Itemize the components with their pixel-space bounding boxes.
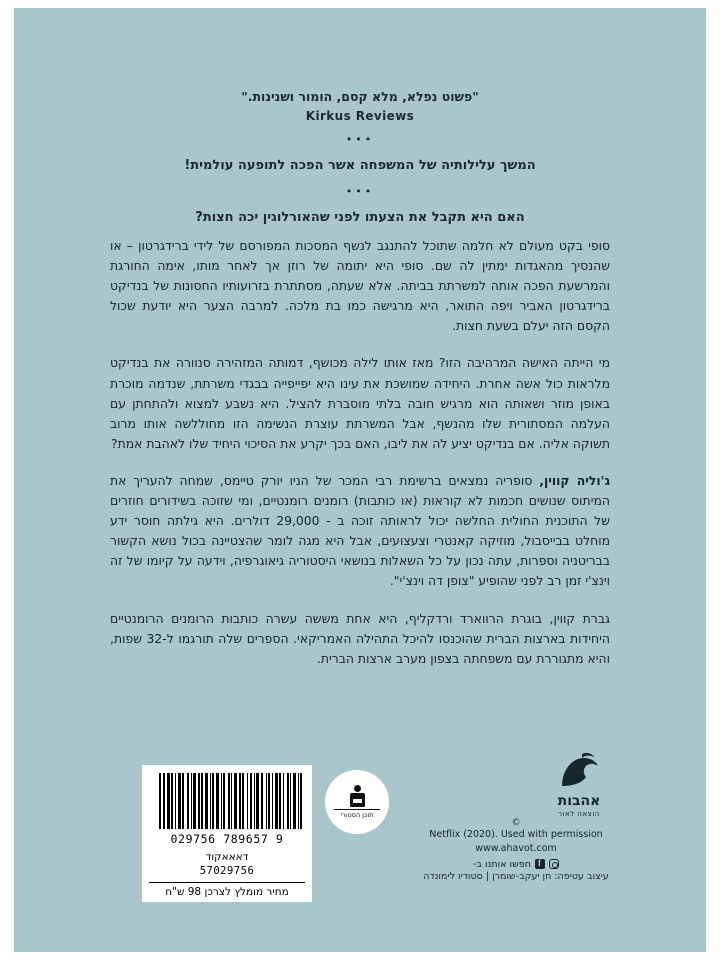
instagram-icon[interactable] — [549, 859, 559, 869]
social-row — [366, 859, 666, 870]
blurb-text — [110, 236, 610, 669]
author-bio-paragraph — [110, 471, 610, 592]
blurb-paragraph-2: מי הייתה האישה המרהיבה הזו? מאז אותו לילה מכושף, דמותה המזהירה סנוורה את בנדיקט מלראות כול אשה אחרת. היחידה שמושכת את עינו היא יפייפייה בבגדי משרתת, שנדמה מוכרת באופן מוזר ושאותה הוא מרגיש חובה בלתי מוסברת להציל. היא נשבע למצוא ולהתחתן עם העלמה המסתורית שלו מהנשף, אבל המשרתת עוצרת הנשימה הזו מחוללשה אותו מרוב תשוקה אליה. אם בנדיקט יציע לה את ליבו, האם בכך יקרע את הסיכוי היחיד שלו לאהבת אמת? — [110, 355, 610, 451]
barcode-block — [142, 765, 312, 902]
content-stamp-label: תוכן הסטורי — [334, 809, 380, 819]
credits-block — [366, 818, 666, 884]
publisher-block — [534, 750, 624, 818]
copyright-symbol: © — [511, 818, 521, 828]
publisher-website[interactable]: www.ahavot.com — [475, 843, 557, 855]
netflix-credit: Netflix (2020). Used with permission — [429, 829, 603, 840]
barcode-code-label: דאאאקוד — [205, 851, 249, 863]
publisher-subtitle: הוצאה לאור — [558, 810, 600, 819]
author-bio-paragraph-2: גברת קווין, בוגרת הרווארד ורדקליף, היא אחת מששה עשרה כותבות הרומנים הרומנטיים היחידות בארצות הברית שהוכנסו להיכל התהילה האמריקאי. הספרים שלה תורגמו ל-32 שפות, והיא מתגוררת עם משפחתה בצפון מערב ארצות הברית. — [110, 610, 610, 666]
author-name: ג'וליה קווין, — [539, 472, 610, 488]
review-quote: "פשוט נפלא, מלא קסם, הומור ושנינות." — [241, 89, 479, 104]
price-label: מחיר מומלץ לצרכן 98 ש"ח — [149, 882, 305, 898]
tagline-question: האם היא תקבל את הצעתו לפני שהאורלוגין יכה חצות? — [195, 210, 525, 226]
reader-figure-icon — [350, 785, 365, 807]
quotes-block — [14, 88, 706, 228]
dot-separator-2: ••• — [345, 185, 375, 199]
swan-logo-icon — [556, 750, 602, 790]
blurb-paragraph-1: סופי בקט מעולם לא חלמה שתוכל להתנגב לנשף המסכות המפורסם של לידי ברידגרטון – או שהנסיך מהאגדות ימתין לה שם. סופי היא יתומה של רוזן אך לאחר מותו, אימה החורגת והמרשעת הפכה אותה למשרתת בביתה. אלא שעתה, מסתתרת בזרועותיו החסונות של בנדיקט ברידגרטון האביר ויפה התואר, היא מרגישה כמו בת מלכה. למרבה הצער היא יודעת שכול הקסם הזה יעלם בשעת חצות. — [110, 238, 610, 334]
dot-separator-1: ••• — [345, 132, 375, 146]
facebook-icon[interactable] — [535, 859, 545, 869]
barcode-code-number: 57029756 — [199, 865, 255, 878]
cover-background — [14, 8, 706, 952]
design-credit: עיצוב עטיפה: חן יעקב-שומרן | סטודיו לימונדה — [423, 870, 609, 882]
publisher-name: אהבות — [557, 793, 601, 809]
barcode-bars — [152, 773, 302, 829]
author-bio-text: סופריה נמצאים ברשימת רבי המכר של הניו יורק טיימס, שמחה להעריך את המיתוס שנושים חכמות לא קוראות (או כותבות) רומנים רומנטיים, ומי שזוכה בשידורים חוזרים של התוכנית החולית החלשה יכול לראותה זוכה ב - 29,000 דולרים. היא גילתה חוסר ידע מוחלט בבייסבול, מוזיקה קאנטרי וצעצועים, אבל היא מגה לומר שהצטיינה בכול נושא הקשור בבריטניה וספרות, עתה נכון על כל השאלות בנושאי היסטוריה גיאוגרפיה, וידעה על קיומו של זה וינצ'י זמן רב לפני שהופיע "צופן דה וינצ'י". — [110, 472, 611, 589]
social-label: חפשו אותנו ב- — [473, 858, 531, 870]
barcode-digits: 9 789657 029756 — [170, 832, 284, 846]
tagline-series: המשך עלילותיה של המשפחה אשר הפכה לתופעה עולמית! — [184, 157, 536, 173]
review-source: Kirkus Reviews — [305, 108, 415, 123]
